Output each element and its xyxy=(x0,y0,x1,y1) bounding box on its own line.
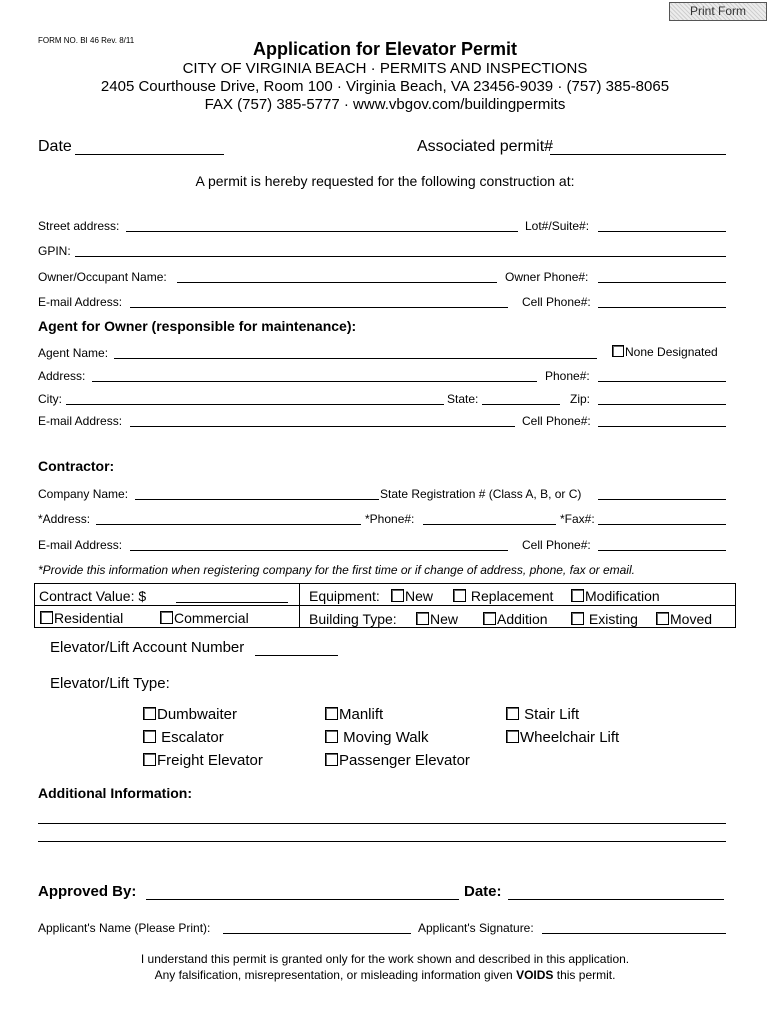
escalator-option[interactable] xyxy=(143,729,224,746)
owner-name-field[interactable] xyxy=(177,282,497,283)
commercial-label: Commercial xyxy=(174,610,249,626)
contractor-phone-field[interactable] xyxy=(423,524,556,525)
date-label: Date xyxy=(38,138,72,155)
state-registration-label: State Registration # (Class A, B, or C) xyxy=(380,487,582,501)
contractor-phone-label: *Phone#: xyxy=(365,512,415,526)
additional-info-line-2[interactable] xyxy=(38,841,726,842)
form-number: FORM NO. BI 46 Rev. 8/11 xyxy=(38,36,135,45)
manlift-label: Manlift xyxy=(339,706,384,723)
stair-lift-label: Stair Lift xyxy=(524,706,580,723)
header-agency: CITY OF VIRGINIA BEACH · PERMITS AND INSPECTIONS xyxy=(182,60,588,77)
agent-state-field[interactable] xyxy=(482,404,560,405)
building-new-option[interactable] xyxy=(416,611,458,627)
dumbwaiter-option[interactable] xyxy=(143,706,237,723)
agent-cell-field[interactable] xyxy=(598,426,726,427)
agent-address-field[interactable] xyxy=(92,381,537,382)
escalator-checkbox[interactable] xyxy=(143,730,156,743)
agent-zip-field[interactable] xyxy=(598,404,726,405)
freight-elevator-checkbox[interactable] xyxy=(143,753,156,766)
passenger-elevator-option[interactable] xyxy=(325,752,470,769)
contractor-address-label: *Address: xyxy=(38,512,91,526)
building-existing-checkbox[interactable] xyxy=(571,612,584,625)
commercial-checkbox[interactable] xyxy=(160,611,173,624)
none-designated-checkbox[interactable] xyxy=(612,345,624,357)
lot-suite-label: Lot#/Suite#: xyxy=(525,219,590,233)
footer-statement-2-post: this permit. xyxy=(553,968,616,982)
contract-value-field[interactable] xyxy=(176,602,288,603)
agent-email-field[interactable] xyxy=(130,426,515,427)
agent-zip-label: Zip: xyxy=(570,392,591,406)
agent-phone-label: Phone#: xyxy=(545,369,590,383)
freight-elevator-label: Freight Elevator xyxy=(157,752,263,769)
building-existing-label: Existing xyxy=(588,611,638,627)
applicant-signature-field[interactable] xyxy=(542,933,726,934)
agent-phone-field[interactable] xyxy=(598,381,726,382)
building-moved-checkbox[interactable] xyxy=(656,612,669,625)
wheelchair-lift-option[interactable] xyxy=(506,729,619,746)
owner-email-label: E-mail Address: xyxy=(38,295,123,309)
agent-name-field[interactable] xyxy=(114,358,597,359)
freight-elevator-option[interactable] xyxy=(143,752,263,769)
contractor-email-label: E-mail Address: xyxy=(38,538,123,552)
request-statement: A permit is hereby requested for the following construction at: xyxy=(195,173,575,189)
none-designated-option[interactable] xyxy=(612,345,718,359)
building-addition-label: Addition xyxy=(497,611,548,627)
street-address-field[interactable] xyxy=(126,231,518,232)
building-new-label: New xyxy=(430,611,459,627)
applicant-name-label: Applicant's Name (Please Print): xyxy=(38,921,211,935)
elevator-account-label: Elevator/Lift Account Number xyxy=(50,639,245,656)
footer-voids: VOIDS xyxy=(516,968,554,982)
manlift-checkbox[interactable] xyxy=(325,707,338,720)
residential-option[interactable] xyxy=(40,610,123,626)
page-title: Application for Elevator Permit xyxy=(252,39,518,59)
footer-statement-2-pre: Any falsification, misrepresentation, or misleading information given xyxy=(154,968,517,982)
equipment-new-option[interactable] xyxy=(391,588,433,604)
contractor-address-field[interactable] xyxy=(96,524,361,525)
lot-suite-field[interactable] xyxy=(598,231,726,232)
header-address: 2405 Courthouse Drive, Room 100 · Virginia Beach, VA 23456-9039 · (757) 385-8065 xyxy=(100,78,670,95)
moving-walk-option[interactable] xyxy=(325,729,428,746)
contractor-note: *Provide this information when registering company for the first time or if change of address, phone, fax or email. xyxy=(38,563,635,577)
additional-info-line-1[interactable] xyxy=(38,823,726,824)
moving-walk-checkbox[interactable] xyxy=(325,730,338,743)
date-field[interactable] xyxy=(75,154,224,155)
dumbwaiter-label: Dumbwaiter xyxy=(157,706,238,723)
approval-date-label: Date: xyxy=(464,883,502,900)
dumbwaiter-checkbox[interactable] xyxy=(143,707,156,720)
contractor-cell-field[interactable] xyxy=(598,550,726,551)
equipment-modification-checkbox[interactable] xyxy=(571,589,584,602)
building-addition-checkbox[interactable] xyxy=(483,612,496,625)
passenger-elevator-label: Passenger Elevator xyxy=(339,752,470,769)
header-fax-web: FAX (757) 385-5777 · www.vbgov.com/buildingpermits xyxy=(204,96,566,113)
agent-state-label: State: xyxy=(447,392,479,406)
residential-label: Residential xyxy=(54,610,124,626)
print-form-button[interactable]: Print Form xyxy=(669,2,767,21)
gpin-label: GPIN: xyxy=(38,244,71,258)
wheelchair-lift-checkbox[interactable] xyxy=(506,730,519,743)
applicant-name-field[interactable] xyxy=(223,933,411,934)
state-registration-field[interactable] xyxy=(598,499,726,500)
owner-phone-field[interactable] xyxy=(598,282,726,283)
box-divider-vertical xyxy=(299,583,300,628)
stair-lift-checkbox[interactable] xyxy=(506,707,519,720)
wheelchair-lift-label: Wheelchair Lift xyxy=(520,729,620,746)
agent-name-label: Agent Name: xyxy=(38,346,109,360)
equipment-label: Equipment: xyxy=(309,588,380,604)
building-moved-option[interactable] xyxy=(656,611,712,627)
additional-info-heading: Additional Information: xyxy=(38,785,192,801)
commercial-option[interactable] xyxy=(160,610,249,626)
agent-heading: Agent for Owner (responsible for maintenance): xyxy=(38,318,357,334)
equipment-modification-label: Modification xyxy=(585,588,660,604)
approval-date-field[interactable] xyxy=(508,899,724,900)
escalator-label: Escalator xyxy=(161,729,224,746)
contractor-fax-label: *Fax#: xyxy=(560,512,595,526)
street-address-label: Street address: xyxy=(38,219,120,233)
equipment-modification-option[interactable] xyxy=(571,588,660,604)
contractor-cell-label: Cell Phone#: xyxy=(522,538,591,552)
owner-email-field[interactable] xyxy=(130,307,508,308)
building-existing-option[interactable] xyxy=(571,611,638,627)
equipment-new-checkbox[interactable] xyxy=(391,589,404,602)
footer-statement-2 xyxy=(0,968,770,982)
associated-permit-field[interactable] xyxy=(550,154,726,155)
applicant-signature-label: Applicant's Signature: xyxy=(418,921,534,935)
moving-walk-label: Moving Walk xyxy=(343,729,429,746)
approved-by-label: Approved By: xyxy=(38,883,137,900)
contractor-fax-field[interactable] xyxy=(598,524,726,525)
agent-address-label: Address: xyxy=(38,369,86,383)
company-name-field[interactable] xyxy=(135,499,379,500)
box-divider-horizontal xyxy=(34,605,736,606)
equipment-replacement-label: Replacement xyxy=(470,588,554,604)
owner-cell-label: Cell Phone#: xyxy=(522,295,591,309)
contractor-heading: Contractor: xyxy=(38,458,115,474)
residential-checkbox[interactable] xyxy=(40,611,53,624)
agent-city-label: City: xyxy=(38,392,62,406)
stair-lift-option[interactable] xyxy=(506,706,579,723)
building-type-label: Building Type: xyxy=(309,611,397,627)
company-name-label: Company Name: xyxy=(38,487,129,501)
equipment-replacement-option[interactable] xyxy=(453,588,553,604)
building-addition-option[interactable] xyxy=(483,611,548,627)
elevator-type-label: Elevator/Lift Type: xyxy=(50,675,170,692)
equipment-replacement-checkbox[interactable] xyxy=(453,589,466,602)
approved-by-field[interactable] xyxy=(146,899,459,900)
manlift-option[interactable] xyxy=(325,706,383,723)
owner-name-label: Owner/Occupant Name: xyxy=(38,270,167,284)
footer-statement-1: I understand this permit is granted only for the work shown and described in this application. xyxy=(140,952,630,966)
owner-phone-label: Owner Phone#: xyxy=(505,270,589,284)
building-new-checkbox[interactable] xyxy=(416,612,429,625)
agent-city-field[interactable] xyxy=(66,404,444,405)
agent-email-label: E-mail Address: xyxy=(38,414,123,428)
contractor-email-field[interactable] xyxy=(130,550,508,551)
none-designated-label: None Designated xyxy=(625,345,718,359)
elevator-account-field[interactable] xyxy=(255,655,338,656)
associated-permit-label: Associated permit# xyxy=(417,138,554,155)
equipment-new-label: New xyxy=(405,588,434,604)
building-moved-label: Moved xyxy=(670,611,713,627)
passenger-elevator-checkbox[interactable] xyxy=(325,753,338,766)
agent-cell-label: Cell Phone#: xyxy=(522,414,591,428)
contract-value-label: Contract Value: $ xyxy=(39,588,147,604)
gpin-field[interactable] xyxy=(75,256,726,257)
owner-cell-field[interactable] xyxy=(598,307,726,308)
